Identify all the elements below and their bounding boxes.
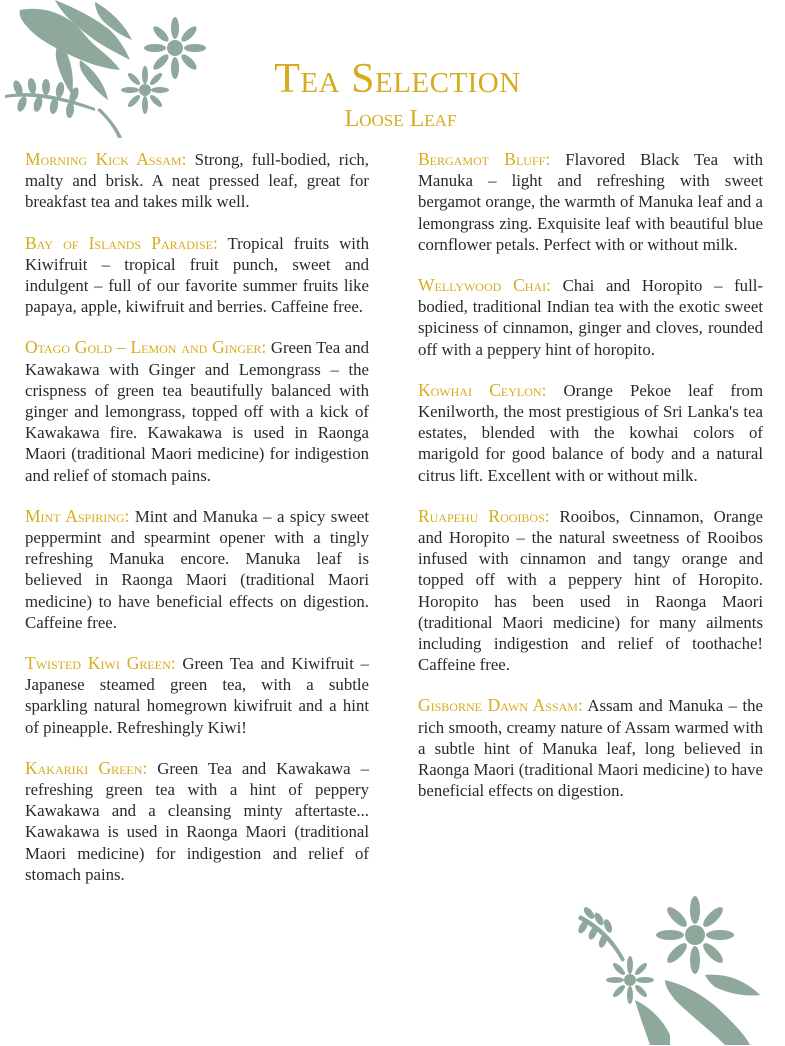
tea-name: Wellywood Chai:	[418, 275, 551, 296]
tea-entry	[25, 758, 369, 885]
page-title: Tea Selection	[274, 56, 521, 102]
tea-name: Morning Kick Assam:	[25, 149, 187, 169]
tea-description: Flavored Black Tea with Manuka – light and refreshing with sweet bergamot orange, the warmth of Manuka leaf and a lemongrass zing. Exquisite leaf with beautiful blue cornflower petals. Perfect with or without milk.	[418, 150, 763, 254]
tea-description: Green Tea and Kawakawa with Ginger and Lemongrass – the crispness of green tea beautifully balanced with ginger and lemongrass, topped off with a kick of Kawakawa fire. Kawakawa is used in Raonga Maori (traditional Maori medicine) for indigestion and relief of stomach pains.	[25, 338, 369, 485]
tea-entry	[25, 337, 369, 485]
tea-description: Chai and Horopito – full-bodied, traditional Indian tea with the exotic sweet spiciness of cinnamon, ginger and cloves, rounded off with a peppery hint of horopito.	[418, 276, 763, 359]
tea-entry	[418, 275, 763, 360]
tea-description: Orange Pekoe leaf from Kenilworth, the most prestigious of Sri Lanka's tea estates, blended with the kowhai colors of marigold for good balance of body and a natural citrus lift. Excellent with or without milk.	[418, 380, 763, 485]
tea-description: Assam and Manuka – the rich smooth, creamy nature of Assam warmed with a subtle hint of Manuka leaf, long believed in Raonga Maori (traditional Maori medicine) to have beneficial effects on digestion.	[418, 696, 764, 801]
right-column	[418, 149, 763, 821]
tea-entry	[25, 233, 369, 318]
tea-name: Kakariki Green:	[25, 757, 148, 778]
tea-entry	[418, 506, 763, 676]
tea-description: Tropical fruits with Kiwifruit – tropical fruit punch, sweet and indulgent – full of our favorite summer fruits like papaya, apple, kiwifruit and berries. Caffeine free.	[25, 233, 370, 317]
tea-name: Twisted Kiwi Green:	[25, 653, 176, 674]
tea-name: Ruapehu Rooibos:	[418, 505, 550, 526]
tea-entry	[418, 380, 763, 486]
tea-entry	[25, 653, 369, 738]
left-column	[25, 149, 369, 905]
page-header	[0, 58, 785, 132]
tea-entry	[418, 149, 763, 255]
tea-name: Otago Gold – Lemon and Ginger:	[25, 337, 267, 358]
tea-name: Mint Aspiring:	[25, 505, 130, 526]
tea-description: Strong, full-bodied, rich, malty and brisk. A neat pressed leaf, great for breakfast tea and takes milk well.	[25, 150, 369, 212]
tea-entry	[25, 506, 369, 633]
floral-decoration-bottom-icon	[575, 895, 765, 1045]
tea-name: Bergamot Bluff:	[418, 149, 551, 169]
tea-description: Green Tea and Kiwifruit – Japanese steamed green tea, with a subtle sparkling natural homegrown kiwifruit and a hint of pineapple. Refreshingly Kiwi!	[25, 654, 369, 737]
tea-name: Bay of Islands Paradise:	[25, 232, 218, 253]
tea-entry	[418, 695, 763, 801]
tea-name: Gisborne Dawn Assam:	[418, 695, 583, 716]
tea-name: Kowhai Ceylon:	[418, 379, 547, 400]
tea-description: Rooibos, Cinnamon, Orange and Horopito – the natural sweetness of Rooibos infused with cinnamon and tangy orange and topped off with a peppery hint of Horopito. Horopito has been used in Raonga Maori (traditional Maori medicine) for many ailments including indigestion and relief of toothache! Caffeine free.	[418, 506, 764, 675]
tea-description: Green Tea and Kawakawa – refreshing green tea with a hint of peppery Kawakawa and a cleansing minty aftertaste... Kawakawa is used in Raonga Maori (traditional Maori medicine) for indigestion and relief of stomach pains.	[25, 758, 369, 884]
page-subtitle: Loose Leaf	[344, 106, 457, 132]
tea-description: Mint and Manuka – a spicy sweet peppermint and spearmint opener with a tingly refreshing Manuka encore. Manuka leaf is believed in Raonga Maori (traditional Maori medicine) to have beneficial effects on digestion. Caffeine free.	[25, 506, 370, 632]
tea-entry	[25, 149, 369, 213]
